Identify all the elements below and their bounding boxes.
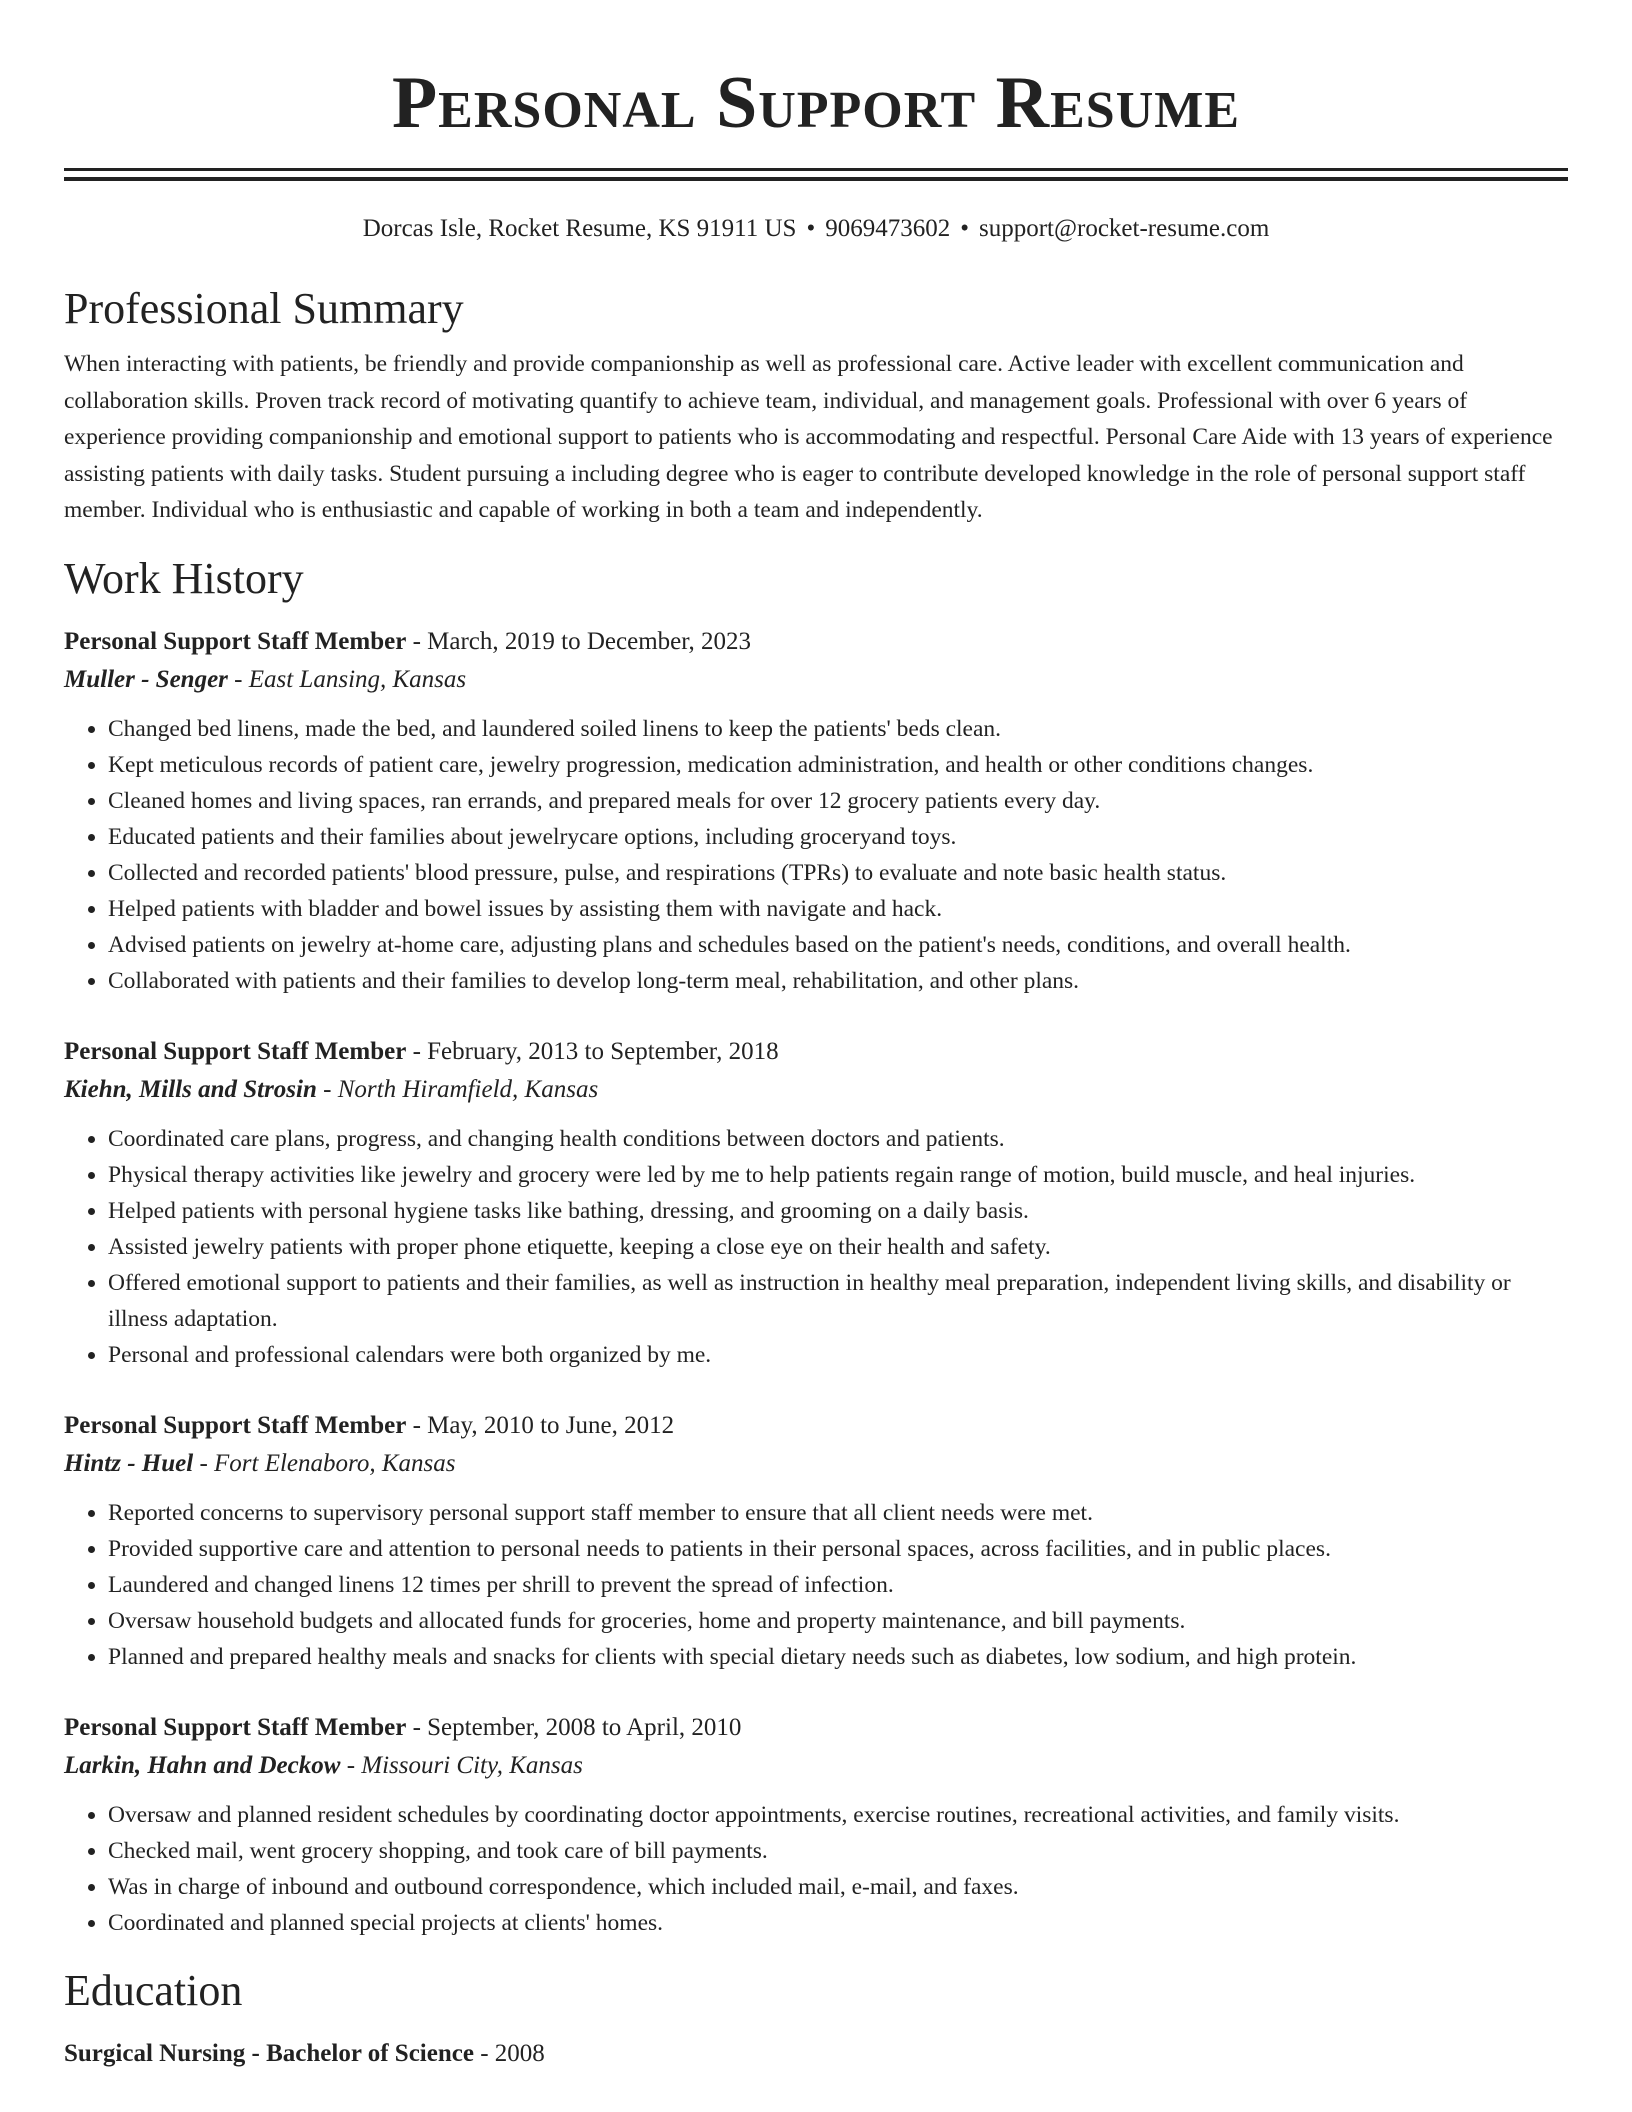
job-duties-list bbox=[64, 1797, 1568, 1941]
job-company-line bbox=[64, 661, 1568, 699]
job-duty-item: • Educated patients and their families about jewelrycare options, including groceryand toys. bbox=[108, 819, 1568, 855]
job-duty-item: • Helped patients with bladder and bowel issues by assisting them with navigate and hack. bbox=[108, 891, 1568, 927]
job-company: Larkin, Hahn and Deckow bbox=[64, 1751, 341, 1779]
dash-separator: - bbox=[316, 1075, 338, 1103]
job-dates: March, 2019 to December, 2023 bbox=[427, 627, 752, 655]
dash-separator: - bbox=[227, 665, 249, 693]
dash-separator: - bbox=[406, 1411, 428, 1439]
dash-separator: - bbox=[406, 1713, 428, 1741]
job-title: Personal Support Staff Member bbox=[64, 1713, 407, 1741]
job-company-line bbox=[64, 1071, 1568, 1109]
job-dates: September, 2008 to April, 2010 bbox=[427, 1713, 742, 1741]
job-company: Kiehn, Mills and Strosin bbox=[64, 1075, 317, 1103]
dash-separator: - bbox=[406, 627, 428, 655]
job-entry bbox=[64, 1709, 1568, 1941]
work-history-list bbox=[64, 623, 1568, 1941]
job-dates: May, 2010 to June, 2012 bbox=[427, 1411, 675, 1439]
job-duties-list bbox=[64, 1121, 1568, 1373]
job-company-line bbox=[64, 1445, 1568, 1483]
job-duty-item: • Was in charge of inbound and outbound correspondence, which included mail, e-mail, and faxes. bbox=[108, 1869, 1568, 1905]
job-duties-list bbox=[64, 711, 1568, 999]
job-duty-item: • Coordinated and planned special projects at clients' homes. bbox=[108, 1905, 1568, 1941]
job-title-line bbox=[64, 1407, 1568, 1445]
job-duty-item: • Collaborated with patients and their families to develop long-term meal, rehabilitation, and other plans. bbox=[108, 963, 1568, 999]
job-duty-item: • Cleaned homes and living spaces, ran errands, and prepared meals for over 12 grocery patients every day. bbox=[108, 783, 1568, 819]
resume-title: Personal Support Resume bbox=[391, 62, 1241, 144]
job-duty-item: • Personal and professional calendars were both organized by me. bbox=[108, 1337, 1568, 1373]
job-duty-item: • Assisted jewelry patients with proper phone etiquette, keeping a close eye on their health and safety. bbox=[108, 1229, 1568, 1265]
job-title-line bbox=[64, 1709, 1568, 1747]
job-duty-item: • Helped patients with personal hygiene tasks like bathing, dressing, and grooming on a daily basis. bbox=[108, 1193, 1568, 1229]
job-duty-item: • Kept meticulous records of patient care, jewelry progression, medication administration, and health or other conditions changes. bbox=[108, 747, 1568, 783]
education-entry bbox=[64, 2035, 1568, 2073]
dash-separator: - bbox=[193, 1449, 215, 1477]
summary-text: When interacting with patients, be friendly and provide companionship as well as professional care. Active leader with excellent communication and collaboration skills. Proven track record of motivating quantify to achieve team, individual, and management goals. Professional with over 6 years of experience providing companionship and emotional support to patients who is accommodating and respectful. Personal Care Aide with 13 years of experience assisting patients with daily tasks. Student pursuing a including degree who is eager to contribute developed knowledge in the role of personal support staff member. Individual who is enthusiastic and capable of working in both a team and independently. bbox=[64, 351, 1553, 523]
job-duty-item: • Reported concerns to supervisory personal support staff member to ensure that all client needs were met. bbox=[108, 1495, 1568, 1531]
job-location: East Lansing, Kansas bbox=[248, 665, 467, 693]
job-location: North Hiramfield, Kansas bbox=[337, 1075, 599, 1103]
summary-heading: Professional Summary bbox=[64, 284, 464, 333]
contact-separator: • bbox=[960, 215, 969, 242]
education-list bbox=[64, 2035, 1568, 2073]
contact-phone: 9069473602 bbox=[825, 215, 951, 242]
education-year: 2008 bbox=[494, 2039, 545, 2067]
contact-email: support@rocket-resume.com bbox=[978, 215, 1270, 242]
job-title-line bbox=[64, 1033, 1568, 1071]
dash-separator: - bbox=[473, 2039, 495, 2067]
job-company: Muller - Senger bbox=[64, 665, 228, 693]
job-title: Personal Support Staff Member bbox=[64, 1411, 407, 1439]
job-duty-item: • Laundered and changed linens 12 times per shrill to prevent the spread of infection. bbox=[108, 1567, 1568, 1603]
job-title-line bbox=[64, 623, 1568, 661]
job-company: Hintz - Huel bbox=[64, 1449, 194, 1477]
job-title: Personal Support Staff Member bbox=[64, 627, 407, 655]
job-duty-item: • Physical therapy activities like jewelry and grocery were led by me to help patients regain range of motion, build muscle, and heal injuries. bbox=[108, 1157, 1568, 1193]
education-heading: Education bbox=[64, 1965, 243, 2015]
dash-separator: - bbox=[340, 1751, 362, 1779]
contact-address: Dorcas Isle, Rocket Resume, KS 91911 US bbox=[362, 215, 797, 242]
job-company-line bbox=[64, 1747, 1568, 1785]
contact-separator: • bbox=[806, 215, 816, 242]
education-degree: Surgical Nursing - Bachelor of Science bbox=[64, 2039, 474, 2067]
job-entry bbox=[64, 1033, 1568, 1373]
work-history-heading: Work History bbox=[64, 553, 304, 603]
job-duty-item: • Coordinated care plans, progress, and changing health conditions between doctors and patients. bbox=[108, 1121, 1568, 1157]
job-duty-item: • Changed bed linens, made the bed, and laundered soiled linens to keep the patients' beds clean. bbox=[108, 711, 1568, 747]
job-duty-item: • Planned and prepared healthy meals and snacks for clients with special dietary needs such as diabetes, low sodium, and high protein. bbox=[108, 1639, 1568, 1675]
dash-separator: - bbox=[406, 1037, 428, 1065]
job-duty-item: • Provided supportive care and attention to personal needs to patients in their personal spaces, across facilities, and in public places. bbox=[108, 1531, 1568, 1567]
job-location: Missouri City, Kansas bbox=[361, 1751, 583, 1779]
job-duty-item: • Oversaw household budgets and allocated funds for groceries, home and property maintenance, and bill payments. bbox=[108, 1603, 1568, 1639]
title-divider-thin bbox=[64, 168, 1568, 171]
title-divider-thick bbox=[64, 177, 1568, 181]
job-location: Fort Elenaboro, Kansas bbox=[214, 1449, 456, 1477]
job-duty-item: • Oversaw and planned resident schedules by coordinating doctor appointments, exercise routines, recreational activities, and family visits. bbox=[108, 1797, 1568, 1833]
job-dates: February, 2013 to September, 2018 bbox=[427, 1037, 779, 1065]
job-duty-item: • Advised patients on jewelry at-home care, adjusting plans and schedules based on the patient's needs, conditions, and overall health. bbox=[108, 927, 1568, 963]
job-duty-item: • Checked mail, went grocery shopping, and took care of bill payments. bbox=[108, 1833, 1568, 1869]
job-duty-item: • Offered emotional support to patients and their families, as well as instruction in healthy meal preparation, independent living skills, and disability or illness adaptation. bbox=[108, 1265, 1568, 1337]
contact-line bbox=[64, 213, 1568, 245]
job-duties-list bbox=[64, 1495, 1568, 1675]
job-duty-item: • Collected and recorded patients' blood pressure, pulse, and respirations (TPRs) to evaluate and note basic health status. bbox=[108, 855, 1568, 891]
job-entry bbox=[64, 1407, 1568, 1675]
job-entry bbox=[64, 623, 1568, 999]
job-title: Personal Support Staff Member bbox=[64, 1037, 407, 1065]
